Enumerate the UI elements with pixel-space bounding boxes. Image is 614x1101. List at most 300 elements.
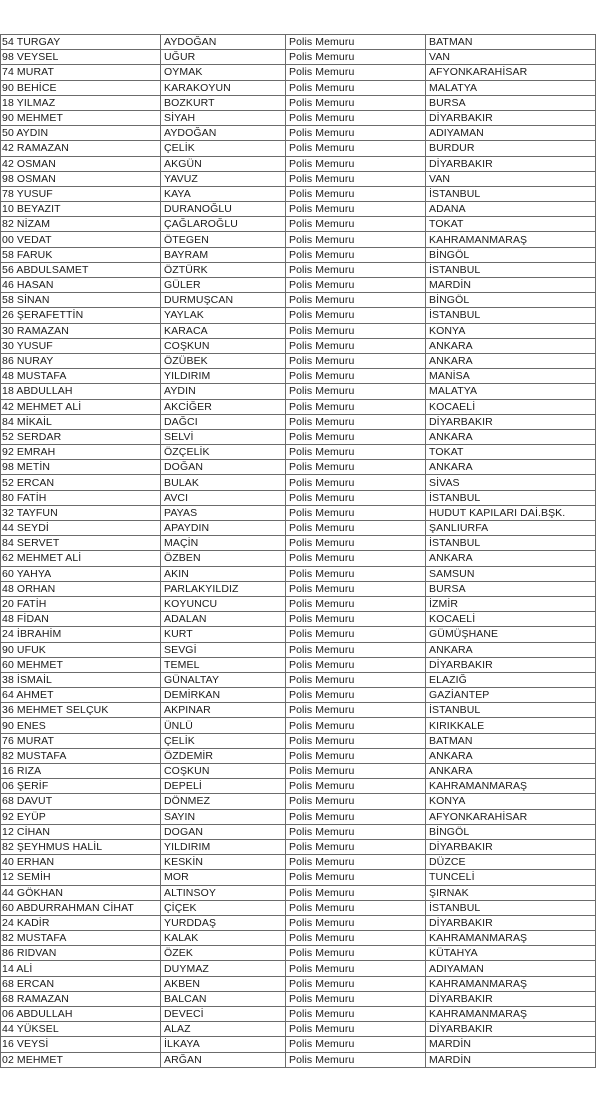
table-row [1, 95, 596, 110]
first-name: METİN [16, 461, 51, 474]
last-name-cell: KARACA [161, 323, 286, 338]
profession-cell: Polis Memuru [286, 384, 426, 399]
profession-cell: Polis Memuru [286, 779, 426, 794]
first-name: HASAN [16, 279, 54, 292]
table-row [1, 931, 596, 946]
first-name-cell [1, 839, 161, 854]
first-name-cell [1, 490, 161, 505]
last-name-cell: BAYRAM [161, 247, 286, 262]
profession-cell: Polis Memuru [286, 688, 426, 703]
first-name: ERHAN [16, 856, 55, 869]
first-name: FİDAN [16, 613, 49, 626]
first-name-cell [1, 612, 161, 627]
city-cell: TOKAT [426, 217, 596, 232]
profession-cell: Polis Memuru [286, 95, 426, 110]
profession-cell: Polis Memuru [286, 247, 426, 262]
profession-cell: Polis Memuru [286, 186, 426, 201]
last-name-cell: ÖZEK [161, 946, 286, 961]
last-name-cell: DUYMAZ [161, 961, 286, 976]
profession-cell: Polis Memuru [286, 931, 426, 946]
city-cell: KIRIKKALE [426, 718, 596, 733]
city-cell: İSTANBUL [426, 262, 596, 277]
first-name-cell [1, 323, 161, 338]
first-name-cell [1, 126, 161, 141]
city-cell: TUNCELİ [426, 870, 596, 885]
last-name-cell: GÜNALTAY [161, 672, 286, 687]
city-cell: DİYARBAKIR [426, 156, 596, 171]
table-row [1, 1022, 596, 1037]
profession-cell: Polis Memuru [286, 657, 426, 672]
first-name-cell [1, 50, 161, 65]
row-number-fragment: 50 [2, 127, 14, 140]
row-number-fragment: 24 [2, 628, 14, 641]
row-number-fragment: 60 [2, 567, 14, 580]
table-row [1, 748, 596, 763]
city-cell: ANKARA [426, 642, 596, 657]
first-name: ŞEYHMUS HALİL [16, 841, 103, 854]
table-row [1, 1037, 596, 1052]
row-number-fragment: 02 [2, 1053, 14, 1066]
last-name-cell: KARAKOYUN [161, 80, 286, 95]
profession-cell: Polis Memuru [286, 293, 426, 308]
first-name-cell [1, 475, 161, 490]
table-row [1, 870, 596, 885]
row-number-fragment: 12 [2, 825, 14, 838]
city-cell: ŞANLIURFA [426, 521, 596, 536]
table-row [1, 171, 596, 186]
row-number-fragment: 46 [2, 279, 14, 292]
last-name-cell: AYDOĞAN [161, 126, 286, 141]
first-name: CİHAN [16, 825, 51, 838]
table-row [1, 794, 596, 809]
profession-cell: Polis Memuru [286, 855, 426, 870]
row-number-fragment: 68 [2, 992, 14, 1005]
row-number-fragment: 48 [2, 370, 14, 383]
first-name-cell [1, 338, 161, 353]
last-name-cell: ÖZÜBEK [161, 353, 286, 368]
profession-cell: Polis Memuru [286, 399, 426, 414]
row-number-fragment: 38 [2, 673, 14, 686]
city-cell: İSTANBUL [426, 703, 596, 718]
row-number-fragment: 84 [2, 415, 14, 428]
first-name: RIDVAN [16, 947, 57, 960]
row-number-fragment: 44 [2, 886, 14, 899]
city-cell: KONYA [426, 794, 596, 809]
first-name: MUSTAFA [16, 370, 67, 383]
last-name-cell: KESKİN [161, 855, 286, 870]
profession-cell: Polis Memuru [286, 369, 426, 384]
first-name: ABDURRAHMAN CİHAT [16, 901, 134, 914]
profession-cell: Polis Memuru [286, 110, 426, 125]
first-name-cell [1, 764, 161, 779]
last-name-cell: SELVİ [161, 429, 286, 444]
table-row [1, 764, 596, 779]
city-cell: BATMAN [426, 35, 596, 50]
row-number-fragment: 52 [2, 476, 14, 489]
first-name-cell [1, 171, 161, 186]
profession-cell: Polis Memuru [286, 809, 426, 824]
profession-cell: Polis Memuru [286, 961, 426, 976]
table-row [1, 976, 596, 991]
profession-cell: Polis Memuru [286, 202, 426, 217]
profession-cell: Polis Memuru [286, 991, 426, 1006]
city-cell: DİYARBAKIR [426, 839, 596, 854]
last-name-cell: AYDIN [161, 384, 286, 399]
first-name: AHMET [16, 689, 54, 702]
table-row [1, 885, 596, 900]
first-name: MURAT [16, 66, 54, 79]
city-cell: KAHRAMANMARAŞ [426, 232, 596, 247]
first-name-cell [1, 384, 161, 399]
last-name-cell: BALCAN [161, 991, 286, 1006]
row-number-fragment: 32 [2, 506, 14, 519]
profession-cell: Polis Memuru [286, 703, 426, 718]
row-number-fragment: 16 [2, 1038, 14, 1051]
profession-cell: Polis Memuru [286, 126, 426, 141]
row-number-fragment: 84 [2, 537, 14, 550]
row-number-fragment: 24 [2, 916, 14, 929]
first-name-cell [1, 217, 161, 232]
row-number-fragment: 16 [2, 765, 14, 778]
profession-cell: Polis Memuru [286, 521, 426, 536]
profession-cell: Polis Memuru [286, 505, 426, 520]
first-name-cell [1, 35, 161, 50]
first-name: FARUK [16, 248, 53, 261]
table-row [1, 475, 596, 490]
table-row [1, 961, 596, 976]
profession-cell: Polis Memuru [286, 1007, 426, 1022]
profession-cell: Polis Memuru [286, 733, 426, 748]
first-name: YÜKSEL [16, 1023, 59, 1036]
profession-cell: Polis Memuru [286, 80, 426, 95]
first-name: ERCAN [16, 476, 55, 489]
row-number-fragment: 82 [2, 218, 14, 231]
city-cell: VAN [426, 50, 596, 65]
profession-cell: Polis Memuru [286, 171, 426, 186]
last-name-cell: APAYDIN [161, 521, 286, 536]
last-name-cell: AKCİĞER [161, 399, 286, 414]
table-row [1, 414, 596, 429]
city-cell: KOCAELİ [426, 399, 596, 414]
first-name: BEHİCE [16, 81, 57, 94]
city-cell: GAZİANTEP [426, 688, 596, 703]
first-name: MUSTAFA [16, 932, 67, 945]
city-cell: MARDİN [426, 1052, 596, 1067]
row-number-fragment: 98 [2, 461, 14, 474]
last-name-cell: GÜLER [161, 278, 286, 293]
last-name-cell: DURMUŞCAN [161, 293, 286, 308]
table-row [1, 612, 596, 627]
row-number-fragment: 30 [2, 339, 14, 352]
first-name-cell [1, 733, 161, 748]
city-cell: ELAZIĞ [426, 672, 596, 687]
first-name: ABDULSAMET [16, 263, 89, 276]
first-name-cell [1, 809, 161, 824]
table-row [1, 460, 596, 475]
last-name-cell: ÖZÇELİK [161, 445, 286, 460]
table-row [1, 202, 596, 217]
first-name-cell [1, 278, 161, 293]
first-name-cell [1, 95, 161, 110]
first-name: YILMAZ [16, 96, 56, 109]
first-name-cell [1, 627, 161, 642]
first-name: SERDAR [16, 430, 62, 443]
last-name-cell: AKPINAR [161, 703, 286, 718]
profession-cell: Polis Memuru [286, 308, 426, 323]
profession-cell: Polis Memuru [286, 870, 426, 885]
table-row [1, 293, 596, 308]
last-name-cell: ÖZTÜRK [161, 262, 286, 277]
city-cell: BURDUR [426, 141, 596, 156]
table-row [1, 566, 596, 581]
profession-cell: Polis Memuru [286, 475, 426, 490]
first-name-cell [1, 1022, 161, 1037]
last-name-cell: DAĞCI [161, 414, 286, 429]
last-name-cell: BULAK [161, 475, 286, 490]
first-name: ORHAN [16, 582, 56, 595]
row-number-fragment: 90 [2, 81, 14, 94]
first-name: MİKAİL [16, 415, 52, 428]
first-name: SİNAN [16, 294, 50, 307]
city-cell: DÜZCE [426, 855, 596, 870]
first-name: VEYSEL [16, 51, 59, 64]
first-name: ABDULLAH [16, 1008, 73, 1021]
table-row [1, 536, 596, 551]
row-number-fragment: 92 [2, 810, 14, 823]
profession-cell: Polis Memuru [286, 414, 426, 429]
table-row [1, 338, 596, 353]
profession-cell: Polis Memuru [286, 612, 426, 627]
first-name-cell [1, 536, 161, 551]
table-row [1, 855, 596, 870]
last-name-cell: SAYIN [161, 809, 286, 824]
first-name: ŞERİF [16, 780, 49, 793]
table-row [1, 445, 596, 460]
last-name-cell: ÇELİK [161, 141, 286, 156]
table-row [1, 278, 596, 293]
row-number-fragment: 90 [2, 643, 14, 656]
profession-cell: Polis Memuru [286, 596, 426, 611]
table-row [1, 217, 596, 232]
last-name-cell: YILDIRIM [161, 369, 286, 384]
table-row [1, 627, 596, 642]
last-name-cell: MAÇİN [161, 536, 286, 551]
table-row [1, 126, 596, 141]
row-number-fragment: 58 [2, 294, 14, 307]
profession-cell: Polis Memuru [286, 490, 426, 505]
table-row [1, 839, 596, 854]
city-cell: BİNGÖL [426, 293, 596, 308]
table-row [1, 824, 596, 839]
city-cell: DİYARBAKIR [426, 1022, 596, 1037]
profession-cell: Polis Memuru [286, 839, 426, 854]
first-name: BEYAZIT [16, 203, 61, 216]
first-name: MURAT [16, 734, 54, 747]
first-name-cell [1, 581, 161, 596]
first-name: ALİ [16, 962, 33, 975]
city-cell: ŞIRNAK [426, 885, 596, 900]
last-name-cell: AYDOĞAN [161, 35, 286, 50]
first-name: NURAY [16, 355, 54, 368]
table-row [1, 505, 596, 520]
first-name-cell [1, 202, 161, 217]
last-name-cell: COŞKUN [161, 764, 286, 779]
last-name-cell: ALAZ [161, 1022, 286, 1037]
last-name-cell: DOGAN [161, 824, 286, 839]
row-number-fragment: 68 [2, 795, 14, 808]
row-number-fragment: 58 [2, 248, 14, 261]
table-row [1, 384, 596, 399]
last-name-cell: ADALAN [161, 612, 286, 627]
city-cell: DİYARBAKIR [426, 414, 596, 429]
city-cell: MALATYA [426, 384, 596, 399]
table-row [1, 657, 596, 672]
row-number-fragment: 86 [2, 947, 14, 960]
table-row [1, 642, 596, 657]
first-name: YUSUF [16, 339, 53, 352]
last-name-cell: KURT [161, 627, 286, 642]
first-name-cell [1, 505, 161, 520]
last-name-cell: İLKAYA [161, 1037, 286, 1052]
table-row [1, 581, 596, 596]
profession-cell: Polis Memuru [286, 976, 426, 991]
first-name-cell [1, 65, 161, 80]
city-cell: KONYA [426, 323, 596, 338]
first-name: EYÜP [16, 810, 46, 823]
table-row [1, 551, 596, 566]
last-name-cell: AKGÜN [161, 156, 286, 171]
first-name-cell [1, 262, 161, 277]
profession-cell: Polis Memuru [286, 915, 426, 930]
first-name: RIZA [16, 765, 42, 778]
last-name-cell: AKIN [161, 566, 286, 581]
first-name-cell [1, 1037, 161, 1052]
profession-cell: Polis Memuru [286, 50, 426, 65]
profession-cell: Polis Memuru [286, 353, 426, 368]
first-name: MEHMET [16, 112, 64, 125]
table-row [1, 779, 596, 794]
profession-cell: Polis Memuru [286, 65, 426, 80]
personnel-list-sheet [0, 34, 595, 1068]
table-row [1, 353, 596, 368]
city-cell: ADIYAMAN [426, 961, 596, 976]
profession-cell: Polis Memuru [286, 824, 426, 839]
table-row [1, 703, 596, 718]
first-name-cell [1, 946, 161, 961]
first-name: ENES [16, 719, 46, 732]
last-name-cell: ARĞAN [161, 1052, 286, 1067]
table-row [1, 991, 596, 1006]
first-name-cell [1, 1052, 161, 1067]
last-name-cell: ÇELİK [161, 733, 286, 748]
profession-cell: Polis Memuru [286, 581, 426, 596]
city-cell: İSTANBUL [426, 536, 596, 551]
city-cell: KÜTAHYA [426, 946, 596, 961]
profession-cell: Polis Memuru [286, 1037, 426, 1052]
profession-cell: Polis Memuru [286, 460, 426, 475]
city-cell: İSTANBUL [426, 308, 596, 323]
first-name: GÖKHAN [16, 886, 64, 899]
first-name-cell [1, 703, 161, 718]
personnel-table [0, 34, 596, 1068]
table-row [1, 809, 596, 824]
row-number-fragment: 12 [2, 871, 14, 884]
profession-cell: Polis Memuru [286, 445, 426, 460]
profession-cell: Polis Memuru [286, 262, 426, 277]
city-cell: ANKARA [426, 764, 596, 779]
city-cell: TOKAT [426, 445, 596, 460]
row-number-fragment: 26 [2, 309, 14, 322]
first-name-cell [1, 794, 161, 809]
row-number-fragment: 40 [2, 856, 14, 869]
city-cell: DİYARBAKIR [426, 915, 596, 930]
profession-cell: Polis Memuru [286, 718, 426, 733]
city-cell: DİYARBAKIR [426, 657, 596, 672]
first-name: VEYSİ [16, 1038, 49, 1051]
row-number-fragment: 80 [2, 491, 14, 504]
city-cell: DİYARBAKIR [426, 110, 596, 125]
profession-cell: Polis Memuru [286, 217, 426, 232]
first-name-cell [1, 308, 161, 323]
last-name-cell: UĞUR [161, 50, 286, 65]
profession-cell: Polis Memuru [286, 748, 426, 763]
profession-cell: Polis Memuru [286, 642, 426, 657]
city-cell: İSTANBUL [426, 490, 596, 505]
row-number-fragment: 54 [2, 36, 14, 49]
last-name-cell: OYMAK [161, 65, 286, 80]
last-name-cell: KALAK [161, 931, 286, 946]
row-number-fragment: 82 [2, 749, 14, 762]
first-name: TURGAY [16, 36, 61, 49]
first-name: İBRAHİM [16, 628, 62, 641]
last-name-cell: SİYAH [161, 110, 286, 125]
first-name-cell [1, 688, 161, 703]
first-name-cell [1, 521, 161, 536]
profession-cell: Polis Memuru [286, 794, 426, 809]
first-name-cell [1, 460, 161, 475]
city-cell: BİNGÖL [426, 824, 596, 839]
city-cell: İSTANBUL [426, 186, 596, 201]
first-name-cell [1, 247, 161, 262]
first-name: SEYDİ [16, 522, 49, 535]
profession-cell: Polis Memuru [286, 1022, 426, 1037]
row-number-fragment: 52 [2, 430, 14, 443]
first-name: ERCAN [16, 977, 55, 990]
row-number-fragment: 44 [2, 522, 14, 535]
first-name-cell [1, 824, 161, 839]
last-name-cell: DEMİRKAN [161, 688, 286, 703]
first-name: FATİH [16, 598, 47, 611]
first-name-cell [1, 672, 161, 687]
table-row [1, 156, 596, 171]
first-name: MEHMET ALİ [16, 552, 82, 565]
last-name-cell: DURANOĞLU [161, 202, 286, 217]
row-number-fragment: 30 [2, 324, 14, 337]
first-name: OSMAN [16, 157, 56, 170]
first-name: TAYFUN [16, 506, 58, 519]
row-number-fragment: 68 [2, 977, 14, 990]
last-name-cell: BOZKURT [161, 95, 286, 110]
table-row [1, 399, 596, 414]
last-name-cell: YAYLAK [161, 308, 286, 323]
last-name-cell: DÖNMEZ [161, 794, 286, 809]
first-name: AYDIN [16, 127, 49, 140]
table-row [1, 308, 596, 323]
last-name-cell: MOR [161, 870, 286, 885]
profession-cell: Polis Memuru [286, 232, 426, 247]
first-name: EMRAH [16, 446, 56, 459]
last-name-cell: YAVUZ [161, 171, 286, 186]
